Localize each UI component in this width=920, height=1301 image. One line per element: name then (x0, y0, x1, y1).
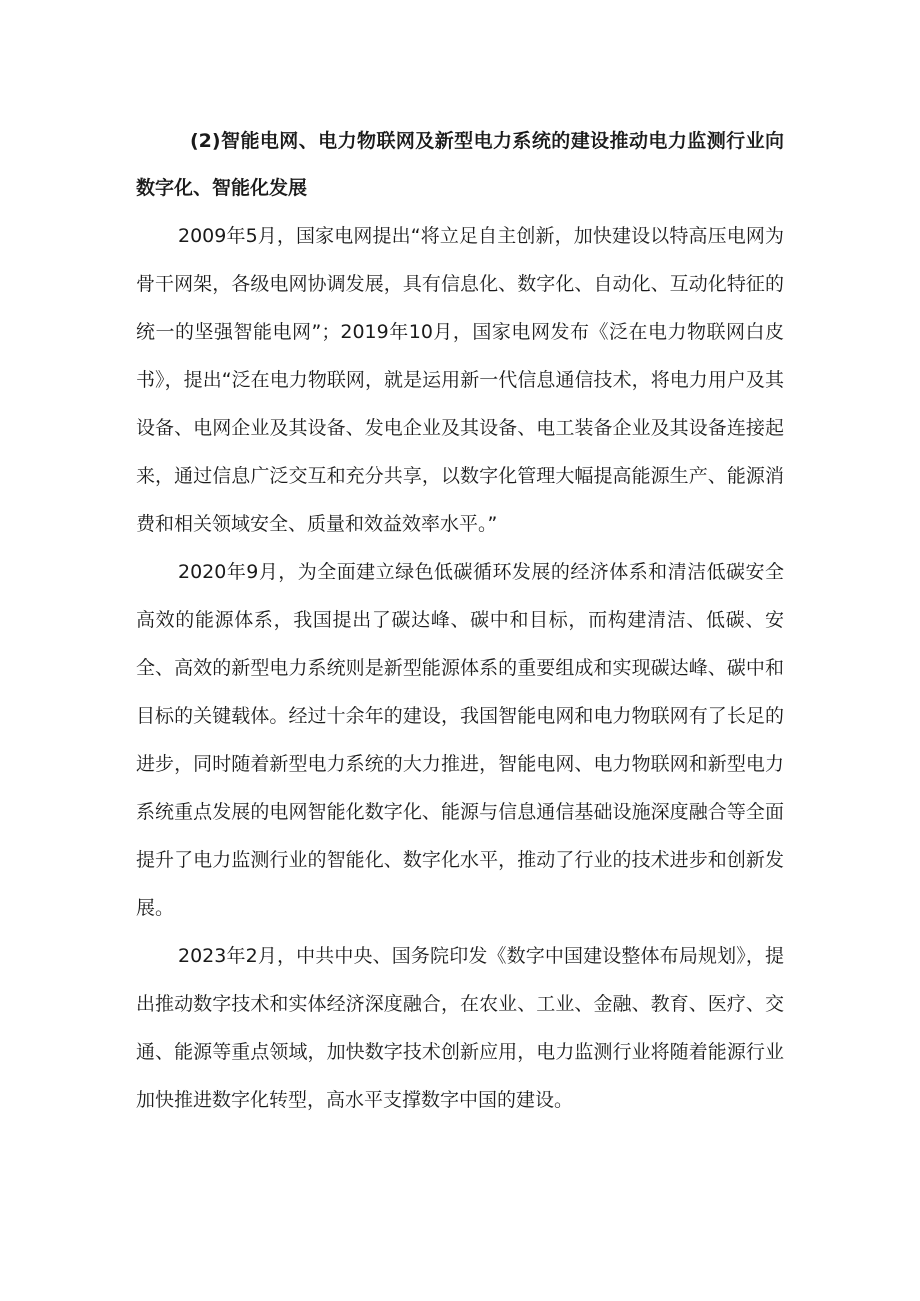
section-heading: (2)智能电网、电力物联网及新型电力系统的建设推动电力监测行业向数字化、智能化发展 (136, 130, 784, 199)
paragraph-carbon-goals: 2020年9月，为全面建立绿色低碳循环发展的经济体系和清洁低碳安全高效的能源体系，我国提出了碳达峰、碳中和目标，而构建清洁、低碳、安全、高效的新型电力系统则是新型能源体系的重要组成和实现碳达峰、碳中和目标的关键载体。经过十余年的建设，我国智能电网和电力物联网有了长足的进步，同时随着新型电力系统的大力推进，智能电网、电力物联网和新型电力系统重点发展的电网智能化数字化、能源与信息通信基础设施深度融合等全面提升了电力监测行业的智能化、数字化水平，推动了行业的技术进步和创新发展。 (136, 561, 784, 919)
paragraph-digital-china: 2023年2月，中共中央、国务院印发《数字中国建设整体布局规划》，提出推动数字技术和实体经济深度融合，在农业、工业、金融、教育、医疗、交通、能源等重点领域，加快数字技术创新应用，电力监测行业将随着能源行业加快推进数字化转型，高水平支撑数字中国的建设。 (136, 945, 784, 1111)
document-body (136, 118, 784, 1124)
paragraph-smart-grid-history: 2009年5月，国家电网提出“将立足自主创新，加快建设以特高压电网为骨干网架，各级电网协调发展，具有信息化、数字化、自动化、互动化特征的统一的坚强智能电网”；2019年10月，国家电网发布《泛在电力物联网白皮书》，提出“泛在电力物联网，就是运用新一代信息通信技术，将电力用户及其设备、电网企业及其设备、发电企业及其设备、电工装备企业及其设备连接起来，通过信息广泛交互和充分共享，以数字化管理大幅提高能源生产、能源消费和相关领域安全、质量和效益效率水平。” (136, 225, 784, 535)
